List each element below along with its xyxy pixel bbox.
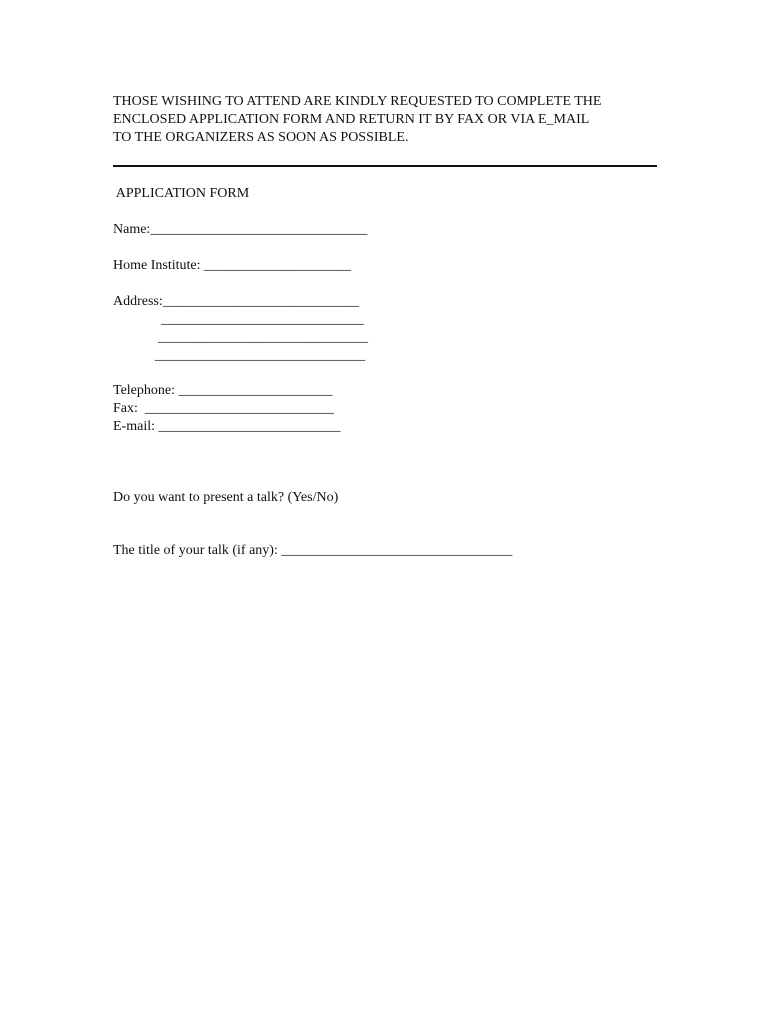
address-line-3-field[interactable]: ______________________________ bbox=[158, 330, 368, 345]
intro-line-2: ENCLOSED APPLICATION FORM AND RETURN IT BY FAX OR VIA E_MAIL bbox=[113, 112, 590, 127]
name-field[interactable]: Name:_______________________________ bbox=[113, 222, 368, 237]
intro-paragraph bbox=[113, 93, 673, 147]
present-talk-question: Do you want to present a talk? (Yes/No) bbox=[113, 490, 339, 505]
address-line-2-field[interactable]: _____________________________ bbox=[161, 312, 364, 327]
horizontal-divider bbox=[113, 165, 657, 167]
intro-line-3: TO THE ORGANIZERS AS SOON AS POSSIBLE. bbox=[113, 130, 409, 145]
telephone-field[interactable]: Telephone: ______________________ bbox=[113, 383, 333, 398]
talk-title-field[interactable]: The title of your talk (if any): _________________________________ bbox=[113, 543, 513, 558]
form-title: APPLICATION FORM bbox=[113, 186, 250, 201]
intro-line-1: THOSE WISHING TO ATTEND ARE KINDLY REQUESTED TO COMPLETE THE bbox=[113, 94, 602, 109]
address-field[interactable]: Address:____________________________ bbox=[113, 294, 359, 309]
email-field[interactable]: E-mail: __________________________ bbox=[113, 419, 341, 434]
home-institute-field[interactable]: Home Institute: _____________________ bbox=[113, 258, 351, 273]
fax-field[interactable]: Fax: ___________________________ bbox=[113, 401, 334, 416]
address-line-4-field[interactable]: ______________________________ bbox=[155, 348, 365, 363]
